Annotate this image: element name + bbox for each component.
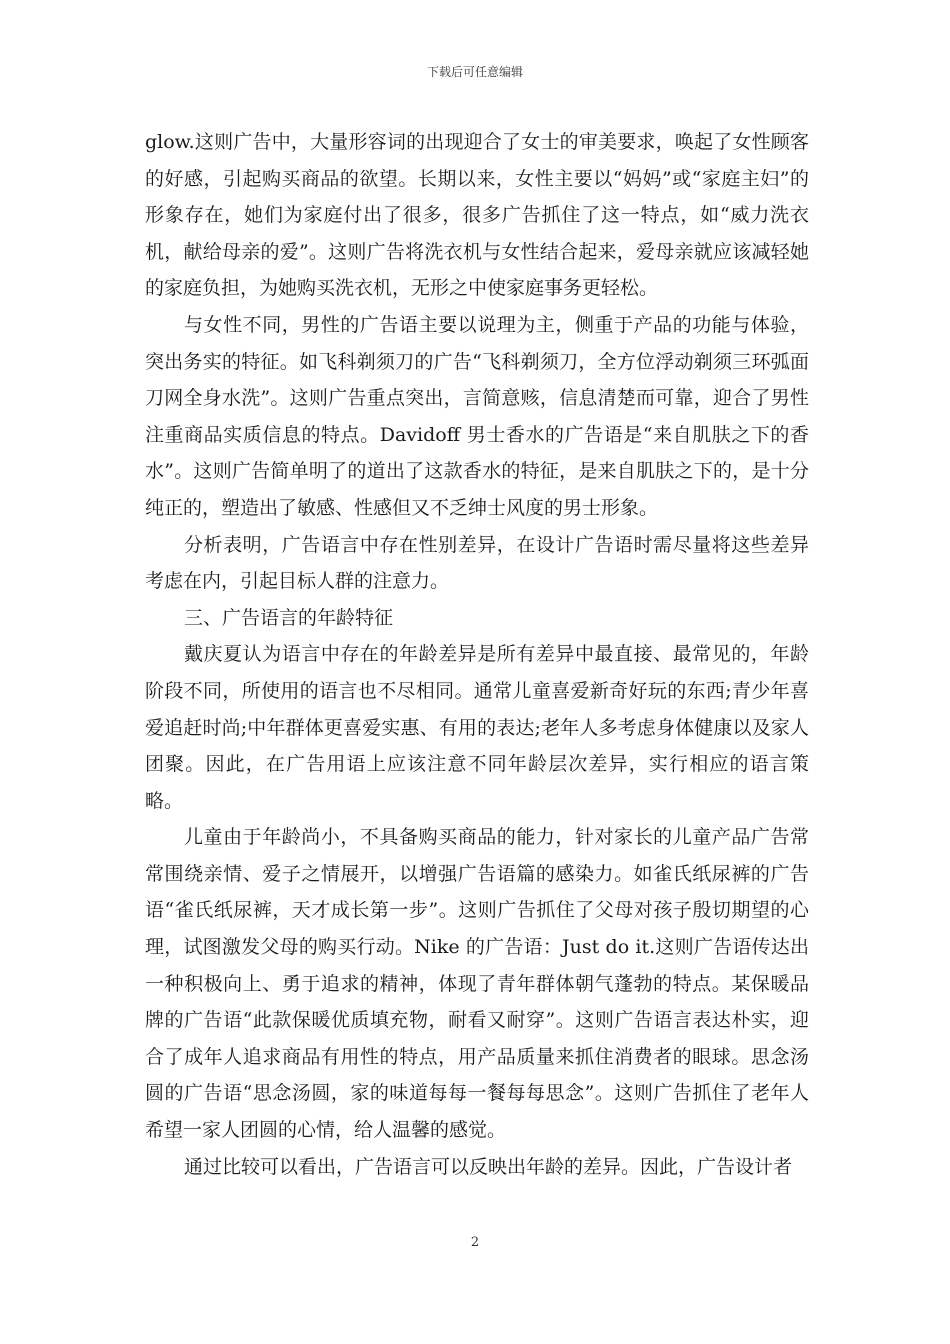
paragraph-age-examples: 儿童由于年龄尚小，不具备购买商品的能力，针对家长的儿童产品广告常常围绕亲情、爱子之情展开，以增强广告语篇的感染力。如雀氏纸尿裤的广告语“雀氏纸尿裤，天才成长第一步”。这则广告抓住了父母对孩子殷切期望的心理，试图激发父母的购买行动。Nike 的广告语：Just do it.这则广告语传达出一种积极向上、勇于追求的精神，体现了青年群体朝气蓬勃的特点。某保暖品牌的广告语“此款保暖优质填充物，耐看又耐穿”。这则广告语言表达朴实，迎合了成年人追求商品有用性的特点，用产品质量来抓住消费者的眼球。思念汤圆的广告语“思念汤圆，家的味道每每一餐每每思念”。这则广告抓住了老年人希望一家人团圆的心情，给人温馨的感觉。 [145, 826, 809, 1142]
paragraph-male-ads: 与女性不同，男性的广告语主要以说理为主，侧重于产品的功能与体验，突出务实的特征。如飞科剃须刀的广告“飞科剃须刀，全方位浮动剃须三环弧面刀网全身水洗”。这则广告重点突出，言简意赅，信息清楚而可靠，迎合了男性注重商品实质信息的特点。Davidoff 男士香水的广告语是“来自肌肤之下的香水”。这则广告简单明了的道出了这款香水的特征，是来自肌肤之下的，是十分纯正的，塑造出了敏感、性感但又不乏绅士风度的男士形象。 [145, 313, 809, 519]
section-heading-age: 三、广告语言的年龄特征 [184, 606, 394, 629]
paragraph-continuation: glow.这则广告中，大量形容词的出现迎合了女士的审美要求，唤起了女性顾客的好感，引起购买商品的欲望。长期以来，女性主要以“妈妈”或“家庭主妇”的形象存在，她们为家庭付出了很多，很多广告抓住了这一特点，如“威力洗衣机，献给母亲的爱”。这则广告将洗衣机与女性结合起来，爱母亲就应该减轻她的家庭负担，为她购买洗衣机，无形之中使家庭事务更轻松。 [145, 131, 809, 300]
paragraph-age-conclusion: 通过比较可以看出，广告语言可以反映出年龄的差异。因此，广告设计者 [184, 1155, 793, 1178]
paragraph-age-intro: 戴庆夏认为语言中存在的年龄差异是所有差异中最直接、最常见的，年龄阶段不同，所使用的语言也不尽相同。通常儿童喜爱新奇好玩的东西;青少年喜爱追赶时尚;中年群体更喜爱实惠、有用的表达;老年人多考虑身体健康以及家人团聚。因此，在广告用语上应该注意不同年龄层次差异，实行相应的语言策略。 [145, 643, 809, 812]
page-number: 2 [470, 1235, 480, 1250]
paragraph-gender-summary: 分析表明，广告语言中存在性别差异，在设计广告语时需尽量将这些差异考虑在内，引起目标人群的注意力。 [145, 533, 809, 593]
page-header: 下载后可任意编辑 [426, 65, 523, 79]
document-body [145, 124, 809, 1185]
